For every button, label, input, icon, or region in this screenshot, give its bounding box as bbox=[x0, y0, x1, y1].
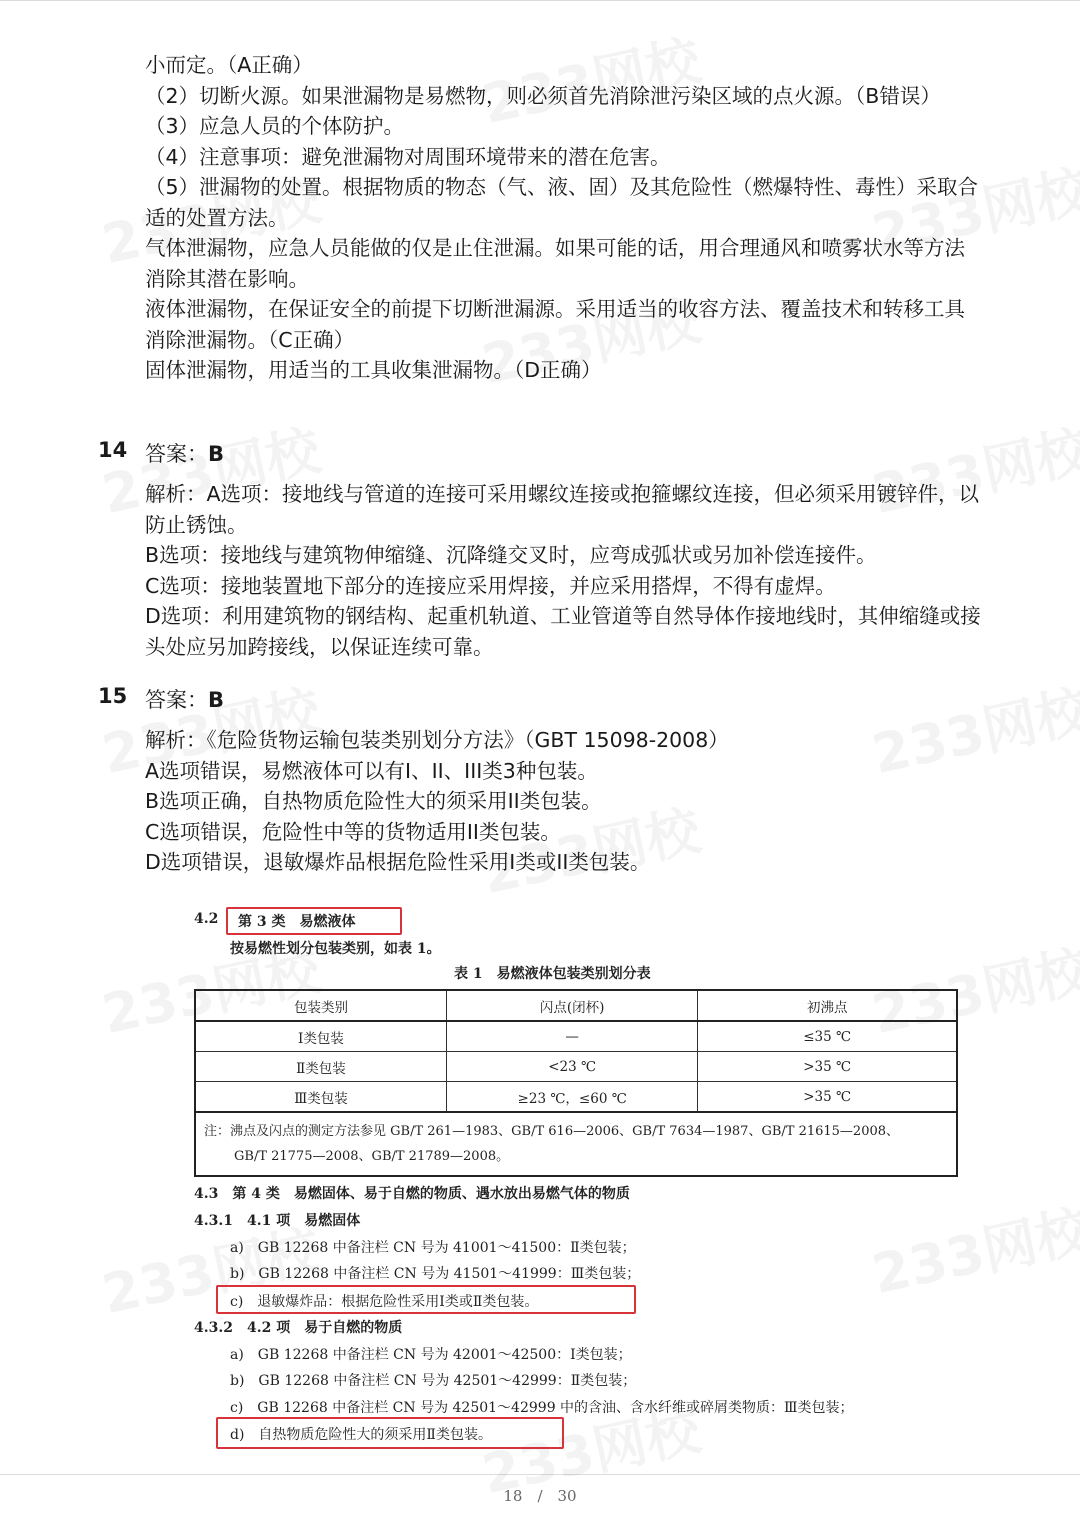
highlight-box bbox=[216, 1285, 636, 1314]
section-title: 第 3 类 易燃液体 bbox=[238, 914, 356, 930]
table-row bbox=[195, 1021, 957, 1052]
table-note-line: GB/T 21775—2008、GB/T 21789—2008。 bbox=[234, 1149, 510, 1164]
highlight-box bbox=[226, 907, 402, 935]
table-cell: — bbox=[446, 1021, 697, 1052]
answer-line bbox=[145, 438, 224, 468]
paragraph: （5）泄漏物的处置。根据物质的物态（气、液、固）及其危险性（燃爆特性、毒性）采取合适的处置方法。 bbox=[145, 175, 979, 230]
section-heading: 4.3 第 4 类 易燃固体、易于自燃的物质、遇水放出易燃气体的物质 bbox=[194, 1186, 630, 1202]
list-item: c) GB 12268 中备注栏 CN 号为 42501～42999 中的含油、含水纤维或碎屑类物质：Ⅲ类包装； bbox=[230, 1400, 854, 1416]
table-cell: <23 ℃ bbox=[446, 1052, 697, 1082]
packaging-class-table bbox=[194, 989, 958, 1177]
standard-excerpt-image bbox=[192, 905, 967, 1455]
answer-label: 答案： bbox=[145, 442, 208, 466]
table-header-cell: 初沸点 bbox=[698, 990, 957, 1021]
list-item: a) GB 12268 中备注栏 CN 号为 42001～42500：Ⅰ类包装； bbox=[230, 1347, 632, 1363]
paragraph: （4）注意事项：避免泄漏物对周围环境带来的潜在危害。 bbox=[145, 144, 671, 169]
answer-value: B bbox=[208, 688, 225, 712]
question-14-header bbox=[98, 438, 225, 466]
table-row bbox=[195, 1082, 957, 1113]
answer-line bbox=[145, 684, 224, 714]
highlight-box bbox=[216, 1417, 564, 1449]
table-row bbox=[195, 1052, 957, 1082]
table-cell: Ⅰ类包装 bbox=[195, 1021, 446, 1052]
paragraph: （2）切断火源。如果泄漏物是易燃物，则必须首先消除泄污染区域的点火源。（B错误） bbox=[145, 83, 941, 108]
paragraph: 固体泄漏物，用适当的工具收集泄漏物。（D正确） bbox=[145, 358, 602, 382]
table-cell: Ⅲ类包装 bbox=[195, 1082, 446, 1113]
paragraph: 液体泄漏物，在保证安全的前提下切断泄漏源。采用适当的收容方法、覆盖技术和转移工具消除泄漏物。（C正确） bbox=[145, 297, 965, 352]
paragraph: A选项错误，易燃液体可以有I、II、III类3种包装。 bbox=[145, 758, 598, 783]
paragraph: 解析：A选项：接地线与管道的连接可采用螺纹连接或抱箍螺纹连接，但必须采用镀锌件，以防止锈蚀。 bbox=[145, 482, 980, 537]
page-number: 18 / 30 bbox=[503, 1487, 577, 1505]
page-top-edge bbox=[0, 0, 1080, 1]
paragraph: （3）应急人员的个体防护。 bbox=[145, 114, 405, 138]
list-item: c) 退敏爆炸品：根据危险性采用Ⅰ类或Ⅱ类包装。 bbox=[230, 1294, 539, 1310]
paragraph: 小而定。（A正确） bbox=[145, 53, 313, 77]
table-cell: >35 ℃ bbox=[698, 1082, 957, 1113]
table-note bbox=[195, 1112, 957, 1176]
question-number: 15 bbox=[98, 684, 128, 708]
section-number: 4.2 bbox=[194, 911, 219, 927]
paragraph: C选项：接地装置地下部分的连接应采用焊接，并应采用搭焊，不得有虚焊。 bbox=[145, 573, 836, 598]
paragraph: 气体泄漏物，应急人员能做的仅是止住泄漏。如果可能的话，用合理通风和喷雾状水等方法消除其潜在影响。 bbox=[145, 236, 965, 291]
question-14-explanation bbox=[145, 479, 985, 662]
table-title: 表 1 易燃液体包装类别划分表 bbox=[454, 966, 651, 982]
table-header-cell: 闪点(闭杯) bbox=[446, 990, 697, 1021]
section-heading: 4.3.2 4.2 项 易于自燃的物质 bbox=[194, 1320, 403, 1336]
section-description: 按易燃性划分包装类别，如表 1。 bbox=[230, 941, 441, 957]
section-heading: 4.3.1 4.1 项 易燃固体 bbox=[194, 1213, 361, 1229]
paragraph: C选项错误，危险性中等的货物适用II类包装。 bbox=[145, 819, 561, 844]
page-bottom-edge bbox=[0, 1474, 1080, 1475]
question-15-header bbox=[98, 684, 225, 712]
answer-value: B bbox=[208, 442, 225, 466]
question-number: 14 bbox=[98, 438, 128, 462]
paragraph: 解析：《危险货物运输包装类别划分方法》（GBT 15098-2008） bbox=[145, 728, 729, 752]
list-item: b) GB 12268 中备注栏 CN 号为 41501～41999：Ⅲ类包装； bbox=[230, 1266, 641, 1282]
list-item: a) GB 12268 中备注栏 CN 号为 41001～41500：Ⅱ类包装； bbox=[230, 1240, 636, 1256]
list-item: d) 自热物质危险性大的须采用Ⅱ类包装。 bbox=[230, 1427, 492, 1443]
paragraph: B选项：接地线与建筑物伸缩缝、沉降缝交叉时，应弯成弧状或另加补偿连接件。 bbox=[145, 543, 877, 567]
table-cell: ≥23 ℃，≤60 ℃ bbox=[446, 1082, 697, 1113]
table-header-row bbox=[195, 990, 957, 1021]
answer-label: 答案： bbox=[145, 688, 208, 712]
paragraph: B选项正确，自热物质危险性大的须采用II类包装。 bbox=[145, 789, 602, 813]
table-cell: ≤35 ℃ bbox=[698, 1021, 957, 1052]
table-header-cell: 包装类别 bbox=[195, 990, 446, 1021]
paragraph: D选项错误，退敏爆炸品根据危险性采用I类或II类包装。 bbox=[145, 850, 651, 874]
table-note-line: 注：沸点及闪点的测定方法参见 GB/T 261—1983、GB/T 616—2006、GB/T 7634—1987、GB/T 21615—2008、 bbox=[204, 1124, 900, 1139]
table-note-row bbox=[195, 1112, 957, 1176]
answer-explanation-continued bbox=[145, 50, 985, 386]
list-item: b) GB 12268 中备注栏 CN 号为 42501～42999：Ⅱ类包装； bbox=[230, 1373, 637, 1389]
question-15-explanation bbox=[145, 725, 985, 878]
table-cell: Ⅱ类包装 bbox=[195, 1052, 446, 1082]
paragraph: D选项：利用建筑物的钢结构、起重机轨道、工业管道等自然导体作接地线时，其伸缩缝或接头处应另加跨接线，以保证连续可靠。 bbox=[145, 604, 981, 659]
table-cell: >35 ℃ bbox=[698, 1052, 957, 1082]
